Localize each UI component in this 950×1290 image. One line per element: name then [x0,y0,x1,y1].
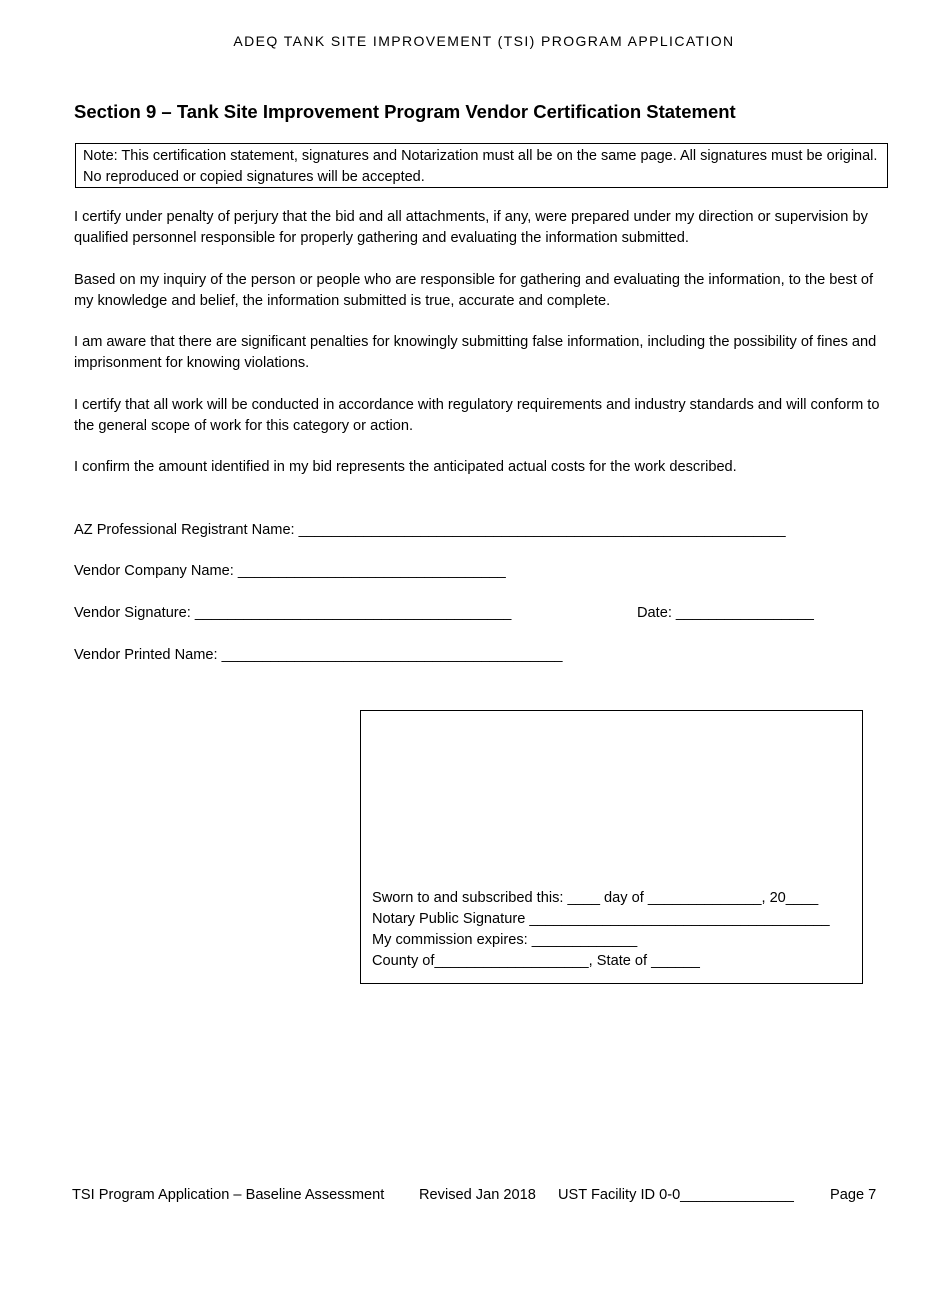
footer-document-title: TSI Program Application – Baseline Assessment [72,1187,385,1203]
footer-revised: Revised Jan 2018 [419,1187,536,1203]
registrant-name-field[interactable]: AZ Professional Registrant Name: ____________________________________________________________ [74,522,786,538]
date-field[interactable]: Date: _________________ [637,605,814,621]
section-title: Section 9 – Tank Site Improvement Program Vendor Certification Statement [74,101,736,122]
vendor-company-field[interactable]: Vendor Company Name: _________________________________ [74,563,506,579]
certification-paragraph-standards: I certify that all work will be conducted in accordance with regulatory requirements and industry standards and will conform to the general scope of work for this category or action. [74,397,880,434]
notary-signature-line[interactable]: Notary Public Signature _____________________________________ [372,911,830,927]
certification-paragraph-inquiry: Based on my inquiry of the person or people who are responsible for gathering and evaluating the information, to the best of my knowledge and belief, the information submitted is true, accurate and complete. [74,272,874,309]
page-footer [72,1185,878,1290]
certification-paragraph-penalties: I am aware that there are significant penalties for knowingly submitting false information, including the possibility of fines and imprisonment for knowing violations. [74,334,877,371]
notary-county-line[interactable]: County of___________________, State of ______ [372,953,700,969]
certification-paragraph-costs: I confirm the amount identified in my bid represents the anticipated actual costs for the work described. [74,459,737,475]
notary-block [372,888,830,972]
page-header: ADEQ TANK SITE IMPROVEMENT (TSI) PROGRAM APPLICATION [233,33,735,49]
notary-commission-line[interactable]: My commission expires: _____________ [372,932,638,948]
notary-sworn-line[interactable]: Sworn to and subscribed this: ____ day of ______________, 20____ [372,890,819,906]
footer-facility-id[interactable]: UST Facility ID 0-0______________ [558,1187,794,1203]
footer-page-number: Page 7 [830,1187,877,1203]
certification-paragraph-perjury: I certify under penalty of perjury that the bid and all attachments, if any, were prepared under my direction or supervision by qualified personnel responsible for properly gathering and evaluating the information submitted. [74,209,868,246]
vendor-signature-field[interactable]: Vendor Signature: _______________________________________ [74,605,512,621]
note-box: Note: This certification statement, signatures and Notarization must all be on the same page. All signatures must be original. No reproduced or copied signatures will be accepted. [75,143,888,188]
vendor-printed-name-field[interactable]: Vendor Printed Name: __________________________________________ [74,647,563,663]
notary-box [360,710,863,984]
